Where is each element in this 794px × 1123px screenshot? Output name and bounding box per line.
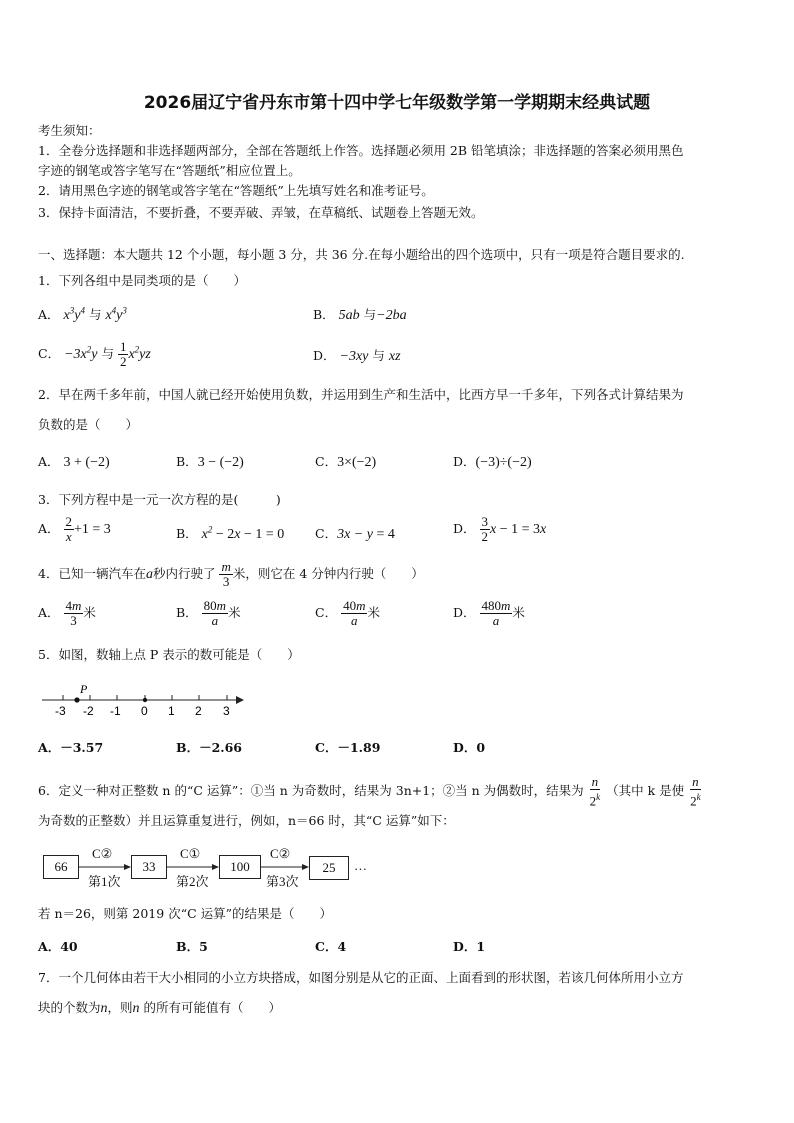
q5-option-d: D．0 [453, 740, 486, 755]
notice-line-2: 2．请用黑色字迹的钢笔或答字笔在“答题纸”上先填写姓名和准考证号。 [38, 183, 434, 198]
tick-label: 0 [141, 704, 148, 718]
q1-option-c: C． $-3x^2y$ 与 $\frac{1}{2}$ $x^2yz$ [38, 339, 151, 369]
flow-step-label: 第1次 [88, 874, 121, 889]
q7-stem-2: 块的个数为n，则n 的所有可能值有（ ） [38, 1000, 282, 1016]
point-p-label: P [80, 682, 88, 696]
q5-option-c: C．－1.89 [315, 740, 381, 755]
flow-step-label: 第2次 [176, 874, 209, 889]
notice-line-1: 1．全卷分选择题和非选择题两部分，全部在答题纸上作答。选择题必须用 2B 铅笔填涂；非选择题的答案必须用黑色 [38, 143, 684, 158]
q6-option-c: C．4 [315, 939, 347, 954]
flow-op-label: C① [180, 846, 201, 861]
tick-label: -1 [110, 704, 121, 718]
q6-stem-2: 为奇数的正整数）并且运算重复进行，例如，n＝66 时，其“C 运算”如下： [38, 813, 455, 828]
page-title: 2026届辽宁省丹东市第十四中学七年级数学第一学期期末经典试题 [143, 93, 651, 113]
section-heading: 一、选择题：本大题共 12 个小题，每小题 3 分，共 36 分.在每小题给出的四个选项中，只有一项是符合题目要求的. [38, 247, 685, 262]
q7-stem-1: 7．一个几何体由若干大小相同的小立方块搭成，如图分别是从它的正面、上面看到的形状图，若该几何体所用小立方 [38, 970, 684, 985]
q2-option-d: D．(−3)÷(−2) [453, 454, 532, 470]
q6-option-d: D．1 [453, 939, 486, 954]
q2-option-b: B．3 − (−2) [176, 454, 244, 470]
tick-label: -3 [55, 704, 66, 718]
q4-option-b: B． $\frac{80m}{a}$ 米 [176, 598, 241, 628]
origin-point [143, 698, 147, 702]
flow-box: 100 [219, 855, 261, 879]
q1-stem: 1．下列各组中是同类项的是（ ） [38, 273, 246, 288]
tick-label: -2 [83, 704, 94, 718]
notice-line-3: 3．保持卡面清洁，不要折叠，不要弄破、弄皱，在草稿纸、试题卷上答题无效。 [38, 205, 484, 220]
q3-option-b: B． $x^2 - 2x - 1 = 0$ [176, 524, 285, 542]
q1-option-a: A． $x^3y^4$ 与 $x^4y^3$ [38, 305, 127, 323]
flow-box: 25 [309, 856, 349, 880]
q1-option-d: D． −3xy 与 xz [313, 348, 401, 364]
tick-label: 1 [168, 704, 175, 718]
q4-option-a: A． $\frac{4m}{3}$ 米 [38, 598, 96, 628]
flow-op-label: C② [92, 846, 113, 861]
q3-option-d: D． $\frac{3}{2}$ x − 1 = 3x [453, 514, 547, 544]
q2-option-c: C．3×(−2) [315, 454, 377, 470]
flow-box: 66 [43, 855, 79, 879]
q6-question: 若 n＝26，则第 2019 次“C 运算”的结果是（ ） [38, 906, 333, 921]
q2-stem-1: 2．早在两千多年前，中国人就已经开始使用负数，并运用到生产和生活中，比西方早一千多年，下列各式计算结果为 [38, 387, 684, 402]
flow-box: 33 [131, 855, 167, 879]
number-line [38, 680, 248, 720]
q4-stem: 4．已知一辆汽车在a秒内行驶了 $\frac{m}{3}$ 米，则它在 4 分钟内行驶（ ） [38, 559, 424, 589]
flow-op-label: C② [270, 846, 291, 861]
point-p [74, 697, 79, 702]
q2-stem-2: 负数的是（ ） [38, 417, 139, 432]
q3-option-a: A． $\frac{2}{x}$ +1 = 3 [38, 514, 111, 544]
q5-option-a: A．－3.57 [38, 740, 104, 755]
q4-option-c: C． $\frac{40m}{a}$ 米 [315, 598, 380, 628]
flow-ellipsis: … [354, 858, 367, 873]
q3-option-c: C．3x − y = 4 [315, 526, 395, 542]
q6-stem-1: 6．定义一种对正整数 n 的“C 运算”：①当 n 为奇数时，结果为 3n+1；②当 n 为偶数时，结果为 $\frac{n}{2^k}$ （其中 k 是使 $\frac{n}{2^k}$ [38, 774, 701, 809]
q1-option-b: B． 5ab 与−2ba [313, 307, 407, 323]
q6-option-a: A．40 [38, 939, 78, 954]
q6-option-b: B．5 [176, 939, 208, 954]
q5-option-b: B．－2.66 [176, 740, 243, 755]
q3-stem: 3．下列方程中是一元一次方程的是( ) [38, 492, 281, 507]
q5-stem: 5．如图，数轴上点 P 表示的数可能是（ ） [38, 647, 300, 662]
flow-step-label: 第3次 [266, 874, 299, 889]
q4-option-d: D． $\frac{480m}{a}$ 米 [453, 598, 525, 628]
q2-option-a: A． 3 + (−2) [38, 454, 110, 470]
tick-label: 2 [195, 704, 202, 718]
tick-label: 3 [223, 704, 230, 718]
notice-line-1b: 字迹的钢笔或答字笔写在“答题纸”相应位置上。 [38, 163, 301, 178]
notice-heading: 考生须知： [38, 123, 101, 138]
